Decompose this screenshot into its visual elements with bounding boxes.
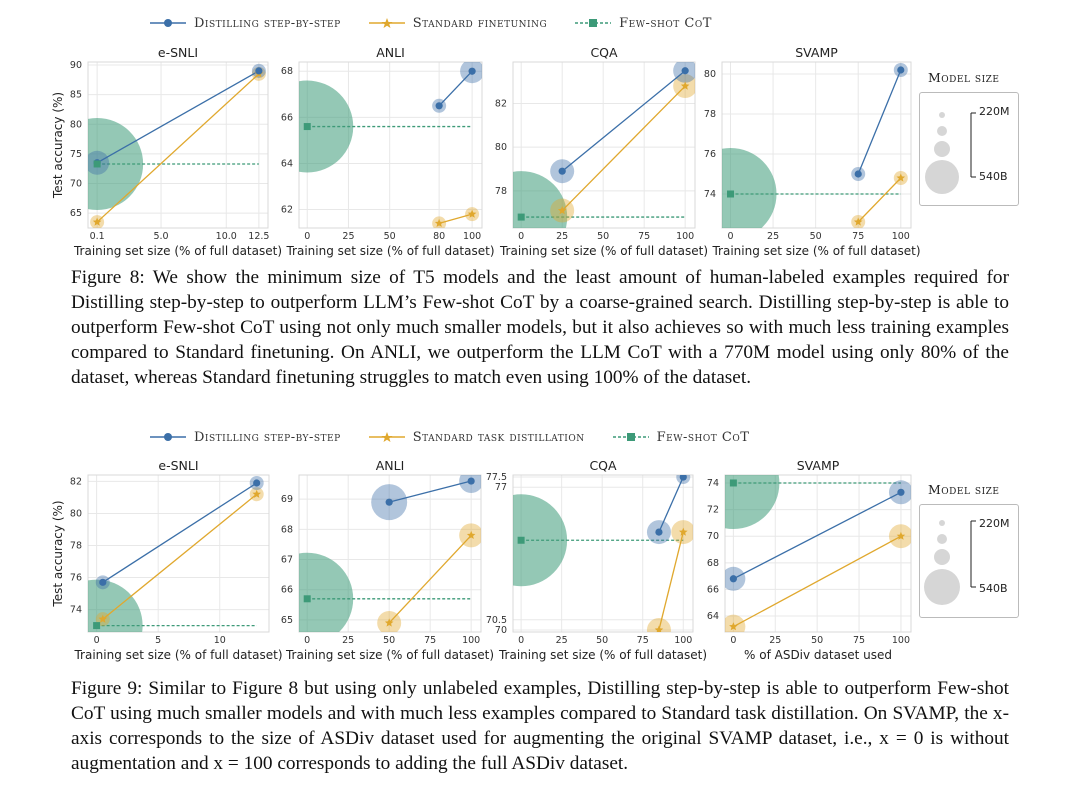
y-axis-label: Test accuracy (%)	[51, 500, 65, 607]
plot-area	[261, 59, 484, 230]
data-point-fewshot	[518, 214, 525, 221]
y-tick-label: 69	[280, 494, 293, 506]
x-tick-label: 100	[676, 231, 695, 242]
x-tick-label: 80	[433, 231, 446, 242]
data-point-distilling	[897, 489, 904, 496]
y-tick-label: 68	[280, 524, 293, 536]
y-tick-label: 64	[280, 158, 293, 170]
x-axis-label: Training set size (% of full dataset)	[285, 648, 495, 662]
x-tick-label: 50	[809, 231, 822, 242]
chart-title: ANLI	[375, 458, 405, 473]
x-tick-label: 0	[518, 231, 525, 242]
x-tick-label: 75	[638, 231, 651, 242]
series-line-standard	[562, 86, 685, 211]
data-point-distilling	[897, 66, 904, 73]
y-tick-label: 76	[703, 149, 716, 160]
panel-svamp	[687, 437, 913, 662]
y-tick-label: 67	[280, 554, 293, 566]
y-tick-label: 70	[706, 531, 719, 543]
x-tick-label: 5	[155, 635, 162, 646]
legend-label: Few-shot CoT	[656, 429, 750, 445]
series-line-distilling	[858, 70, 901, 174]
figure-9-charts	[0, 416, 1080, 672]
y-tick-label: 74	[69, 604, 82, 616]
y-tick-label: 82	[69, 476, 82, 488]
x-tick-label: 25	[767, 231, 780, 242]
data-point-fewshot	[727, 191, 734, 198]
y-tick-label: 85	[69, 89, 82, 101]
data-point-distilling	[99, 579, 106, 586]
y-tick-label: 78	[703, 109, 716, 120]
data-point-distilling	[469, 68, 476, 75]
data-point-distilling	[253, 479, 260, 486]
data-point-distilling	[436, 102, 443, 109]
model-size-title: Model size	[928, 482, 1000, 497]
figure-8-charts	[0, 0, 1080, 262]
x-tick-label: 25	[555, 635, 568, 646]
y-tick-label: 66	[280, 584, 293, 596]
model-size-large-label: 540B	[979, 170, 1008, 183]
x-axis-label: Training set size (% of full dataset)	[73, 244, 283, 258]
data-point-fewshot	[94, 160, 101, 167]
plot-area	[51, 64, 266, 229]
y-tick-label: 70	[69, 178, 82, 190]
data-point-distilling	[255, 67, 262, 74]
y-tick-label: 74	[703, 189, 716, 200]
x-tick-label: 25	[556, 231, 569, 242]
x-tick-label: 0	[730, 635, 737, 646]
chart-title: SVAMP	[795, 45, 838, 60]
figure-9-caption: Figure 9: Similar to Figure 8 but using only unlabeled examples, Distilling step-by-step is able to outperform Few-shot CoT using much smaller models and with much less examples compared to Standard task distillation. On SVAMP, the x-axis corresponds to the size of ASDiv dataset used for augmenting the original SVAMP dataset, i.e., x = 0 is without augmentation and x = 100 corresponds to adding the full ASDiv dataset.	[71, 678, 1009, 774]
y-axis-label: Test accuracy (%)	[51, 91, 65, 199]
y-tick-label: 77.5	[485, 472, 507, 484]
x-tick-label: 50	[383, 231, 396, 242]
y-tick-label: 80	[494, 142, 507, 154]
model-size-small-label: 220M	[979, 105, 1010, 118]
y-tick-label: 65	[69, 208, 82, 220]
data-point-distilling	[682, 67, 689, 74]
panel-svamp	[685, 45, 921, 258]
y-tick-label: 72	[706, 504, 719, 516]
panel-anli	[261, 458, 494, 662]
figure-8	[0, 0, 1080, 262]
y-tick-label: 70.5	[485, 614, 507, 626]
x-tick-label: 75	[636, 635, 649, 646]
x-tick-label: 75	[852, 231, 865, 242]
x-tick-label: 25	[769, 635, 782, 646]
series-line-distilling	[103, 483, 257, 582]
panel-anli	[261, 45, 494, 258]
chart-title: ANLI	[376, 45, 405, 60]
y-tick-label: 62	[280, 204, 293, 216]
x-axis-label: Training set size (% of full dataset)	[74, 648, 283, 662]
chart-title: e-SNLI	[157, 45, 199, 60]
plot-area	[261, 469, 483, 645]
chart-title: e-SNLI	[158, 458, 199, 473]
legend-label: Standard finetuning	[412, 15, 548, 31]
series-line-standard	[659, 532, 683, 630]
x-tick-label: 0.1	[89, 231, 105, 242]
chart-title: CQA	[590, 45, 618, 60]
x-tick-label: 0	[727, 231, 734, 242]
y-tick-label: 76	[69, 572, 82, 584]
model-size-title: Model size	[928, 70, 1000, 85]
data-point-distilling	[386, 499, 393, 506]
data-point-fewshot	[518, 537, 525, 544]
y-tick-label: 80	[69, 119, 82, 131]
data-point-fewshot	[304, 595, 311, 602]
y-tick-label: 78	[69, 540, 82, 552]
x-axis-label: Training set size (% of full dataset)	[286, 244, 495, 258]
data-point-distilling	[730, 575, 737, 582]
figure-8-caption: Figure 8: We show the minimum size of T5 models and the least amount of human-labeled examples required for Distilling step-by-step to outperform LLM’s Few-shot CoT by a coarse-grained search. Distilling step-by-step is able to outperform Few-shot CoT using not only much smaller models, but it also achieves so with much less training examples compared to Standard finetuning. On ANLI, we outperform the LLM CoT with a 770M model using only 80% of the dataset, whereas Standard finetuning struggles to match even using 100% of the dataset.	[71, 267, 1009, 388]
legend-label: Distilling step-by-step	[194, 429, 341, 445]
x-tick-label: 100	[674, 635, 693, 646]
y-tick-label: 68	[280, 66, 293, 78]
x-tick-label: 0	[93, 635, 100, 646]
panel-e-snli	[51, 458, 283, 672]
x-axis-label: Training set size (% of full dataset)	[498, 648, 708, 662]
x-tick-label: 100	[891, 635, 911, 646]
plot-area	[475, 470, 695, 642]
data-point-distilling	[468, 477, 475, 484]
x-tick-label: 10	[213, 635, 226, 646]
series-line-standard	[858, 178, 901, 222]
plot-area	[475, 59, 697, 262]
x-tick-label: 25	[342, 231, 355, 242]
x-tick-label: 10.0	[215, 231, 237, 242]
data-point-fewshot	[304, 123, 311, 130]
x-tick-label: 50	[597, 231, 610, 242]
data-point-distilling	[655, 528, 662, 535]
x-tick-label: 50	[596, 635, 609, 646]
panel-cqa	[475, 458, 707, 662]
y-tick-label: 78	[494, 185, 507, 197]
y-tick-label: 80	[703, 69, 716, 80]
legend-label: Distilling step-by-step	[194, 15, 341, 31]
x-tick-label: 100	[891, 231, 910, 242]
series-line-distilling	[97, 71, 259, 163]
x-tick-label: 50	[811, 635, 824, 646]
series-line-distilling	[439, 71, 472, 106]
x-tick-label: 25	[342, 635, 355, 646]
x-tick-label: 0	[304, 635, 311, 646]
panel-cqa	[475, 45, 708, 262]
y-tick-label: 65	[280, 614, 293, 626]
x-tick-label: 12.5	[248, 231, 270, 242]
x-tick-label: 50	[383, 635, 396, 646]
x-axis-label: % of ASDiv dataset used	[744, 648, 892, 662]
data-point-fewshot	[93, 622, 100, 629]
x-tick-label: 0	[304, 231, 311, 242]
x-tick-label: 0	[518, 635, 525, 646]
y-tick-label: 77	[494, 482, 507, 494]
y-tick-label: 66	[280, 112, 293, 124]
x-tick-label: 100	[462, 635, 481, 646]
y-tick-label: 66	[706, 584, 719, 596]
data-point-distilling	[855, 170, 862, 177]
data-point-fewshot	[730, 479, 737, 486]
plot-area	[685, 63, 908, 240]
series-line-distilling	[562, 71, 685, 171]
legend-label: Standard task distillation	[412, 429, 585, 445]
panel-e-snli	[51, 45, 282, 258]
chart-title: SVAMP	[796, 458, 840, 473]
x-tick-label: 75	[853, 635, 866, 646]
y-tick-label: 68	[706, 557, 719, 569]
legend-label: Few-shot CoT	[619, 15, 712, 31]
x-tick-label: 5.0	[153, 231, 169, 242]
y-tick-label: 64	[706, 611, 719, 623]
y-tick-label: 82	[494, 98, 507, 110]
y-tick-label: 90	[69, 59, 82, 71]
x-tick-label: 100	[463, 231, 482, 242]
model-size-small-label: 220M	[979, 517, 1010, 530]
y-tick-label: 75	[69, 148, 82, 160]
y-tick-label: 70	[494, 624, 507, 636]
data-point-distilling	[559, 168, 566, 175]
figure-9	[0, 416, 1080, 672]
y-tick-label: 80	[69, 508, 82, 520]
x-axis-label: Training set size (% of full dataset)	[499, 244, 709, 258]
y-tick-label: 74	[706, 477, 719, 489]
model-size-large-label: 540B	[979, 582, 1008, 595]
chart-title: CQA	[589, 458, 617, 473]
x-tick-label: 75	[424, 635, 437, 646]
x-axis-label: Training set size (% of full dataset)	[712, 244, 921, 258]
